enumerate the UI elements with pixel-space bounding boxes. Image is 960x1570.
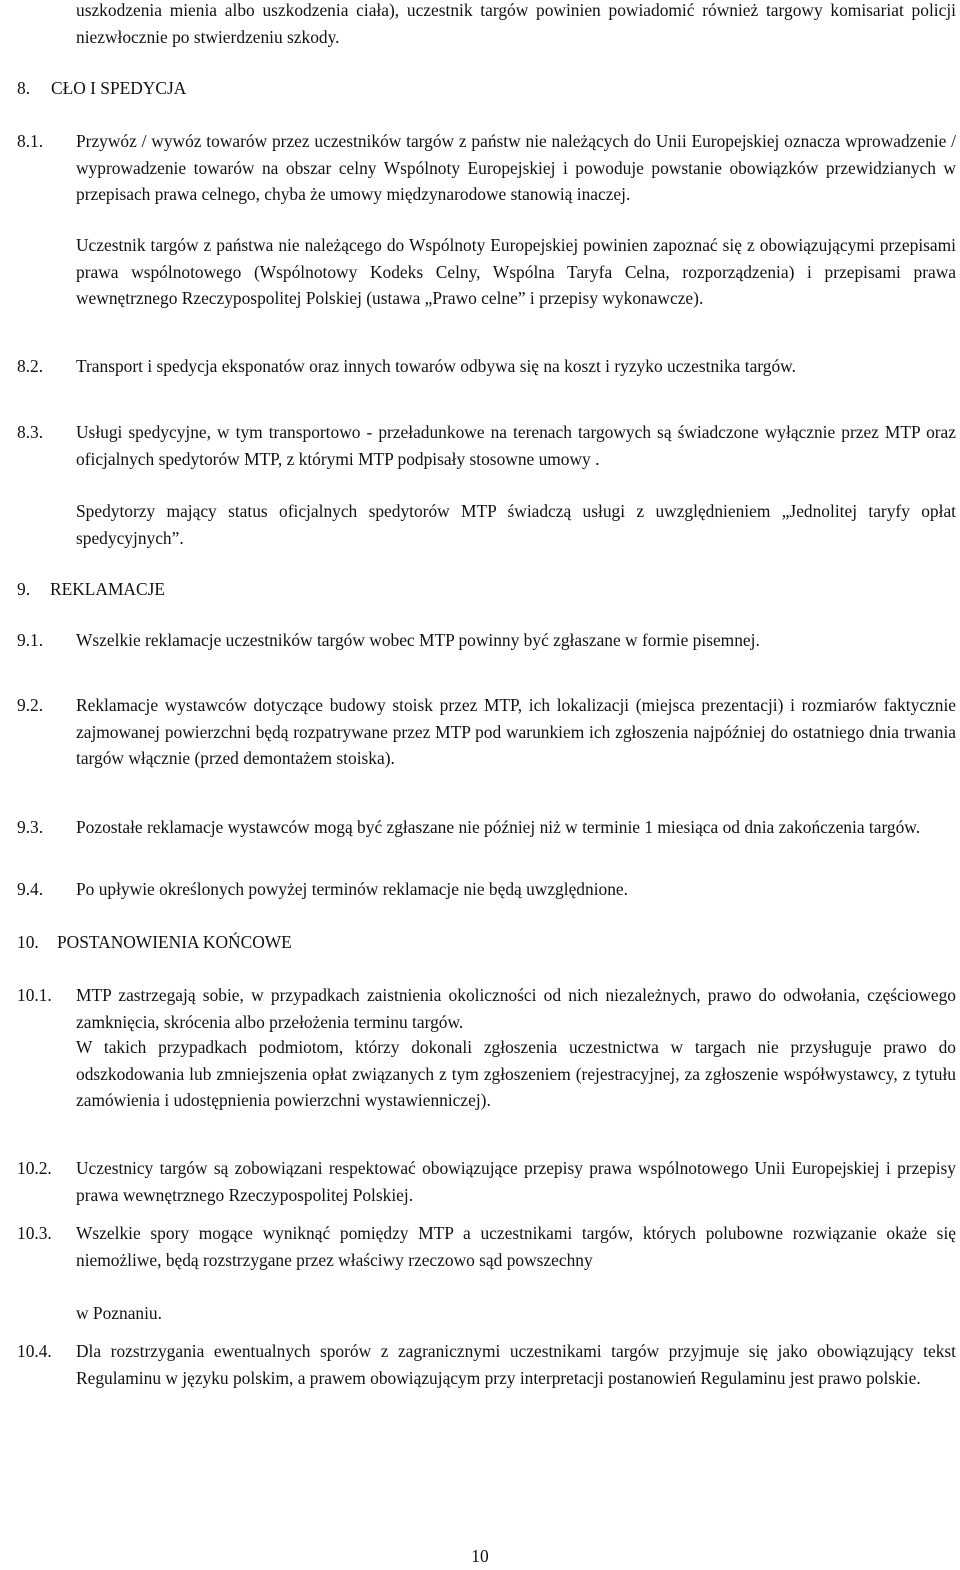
item-10-2-number: 10.2. (17, 1158, 52, 1178)
item-8-2-number: 8.2. (17, 356, 44, 376)
item-9-2-number: 9.2. (17, 695, 44, 715)
item-10-3-number: 10.3. (17, 1223, 52, 1243)
item-9-1-number: 9.1. (17, 630, 44, 650)
item-10-3-paragraph-1: Wszelkie spory mogące wyniknąć pomiędzy MTP a uczestnikami targów, których polubowne rozwiązanie okaże się niemożliwe, będą rozstrzygane przez właściwy rzeczowo sąd powszechny (76, 1223, 956, 1270)
intro-paragraph: uszkodzenia mienia albo uszkodzenia ciała), uczestnik targów powinien powiadomić również targowy komisariat policji niezwłocznie po stwierdzeniu szkody. (76, 0, 956, 47)
item-8-1-paragraph-1: Przywóz / wywóz towarów przez uczestników targów z państw nie należących do Unii Europejskiej oznacza wprowadzenie / wyprowadzenie towarów na obszar celny Wspólnoty Europejskiej i powoduje powstanie obowiązków przewidzianych w przepisach prawa celnego, chyba że umowy międzynarodowe stanowią inaczej. (76, 131, 956, 205)
item-8-2-paragraph-1: Transport i spedycja eksponatów oraz innych towarów odbywa się na koszt i ryzyko uczestnika targów. (76, 356, 796, 376)
item-8-1-number: 8.1. (17, 131, 44, 151)
item-9-2-text: Reklamacje wystawców dotyczące budowy stoisk przez MTP, ich lokalizacji (miejsca prezentacji) i rozmiarów faktycznie zajmowanej powierzchni będą rozpatrywane przez MTP pod warunkiem ich zgłoszenia najpóźniej do ostatniego dnia trwania targów włącznie (przed demontażem stoiska). (76, 695, 956, 769)
item-9-3-number: 9.3. (17, 817, 44, 837)
section-10-number: 10. (17, 932, 39, 952)
section-9-number: 9. (17, 579, 31, 599)
item-9-3-text: Pozostałe reklamacje wystawców mogą być zgłaszane nie później niż w terminie 1 miesiąca od dnia zakończenia targów. (76, 817, 921, 837)
item-8-1-paragraph-2: Uczestnik targów z państwa nie należącego do Wspólnoty Europejskiej powinien zapoznać się z obowiązującymi przepisami prawa wspólnotowego (Wspólnotowy Kodeks Celny, Wspólna Taryfa Celna, rozporządzenia) i przepisami prawa wewnętrznego Rzeczypospolitej Polskiej (ustawa „Prawo celne” i przepisy wykonawcze). (76, 235, 956, 309)
item-9-4-text: Po upływie określonych powyżej terminów reklamacje nie będą uwzględnione. (76, 879, 628, 899)
item-8-3-number: 8.3. (17, 422, 44, 442)
item-10-1-paragraph-1: MTP zastrzegają sobie, w przypadkach zaistnienia okoliczności od nich niezależnych, prawo do odwołania, częściowego zamknięcia, skrócenia albo przełożenia terminu targów. (76, 985, 956, 1032)
item-10-4-number: 10.4. (17, 1341, 52, 1361)
section-8-number: 8. (17, 78, 31, 98)
item-10-2-paragraph-1: Uczestnicy targów są zobowiązani respektować obowiązujące przepisy prawa wspólnotowego Unii Europejskiej i przepisy prawa wewnętrznego Rzeczypospolitej Polskiej. (76, 1158, 956, 1205)
section-9-title: REKLAMACJE (50, 579, 165, 599)
item-8-3-paragraph-1: Usługi spedycyjne, w tym transportowo - przeładunkowe na terenach targowych są świadczone wyłącznie przez MTP oraz oficjalnych spedytorów MTP, z którymi MTP podpisały stosowne umowy . (76, 422, 956, 469)
item-9-1-text: Wszelkie reklamacje uczestników targów wobec MTP powinny być zgłaszane w formie pisemnej. (76, 630, 760, 650)
section-8-title: CŁO I SPEDYCJA (51, 78, 187, 98)
page-number: 10 (471, 1546, 489, 1566)
item-10-1-paragraph-2: W takich przypadkach podmiotom, którzy dokonali zgłoszenia uczestnictwa w targach nie przysługuje prawo do odszkodowania lub zmniejszenia opłat związanych z tym zgłoszeniem (rejestracyjnej, za zgłoszenie współwystawcy, z tytułu zamówienia i udostępnienia powierzchni wystawienniczej). (76, 1037, 956, 1111)
item-10-1-number: 10.1. (17, 985, 52, 1005)
item-9-4-number: 9.4. (17, 879, 44, 899)
item-10-3-paragraph-2: w Poznaniu. (76, 1303, 162, 1323)
section-10-title: POSTANOWIENIA KOŃCOWE (57, 932, 292, 952)
item-8-3-paragraph-2: Spedytorzy mający status oficjalnych spedytorów MTP świadczą usługi z uwzględnieniem „Jednolitej taryfy opłat spedycyjnych”. (76, 501, 956, 548)
item-10-4-paragraph-1: Dla rozstrzygania ewentualnych sporów z zagranicznymi uczestnikami targów przyjmuje się jako obowiązujący tekst Regulaminu w języku polskim, a prawem obowiązującym przy interpretacji postanowień Regulaminu jest prawo polskie. (76, 1341, 956, 1388)
